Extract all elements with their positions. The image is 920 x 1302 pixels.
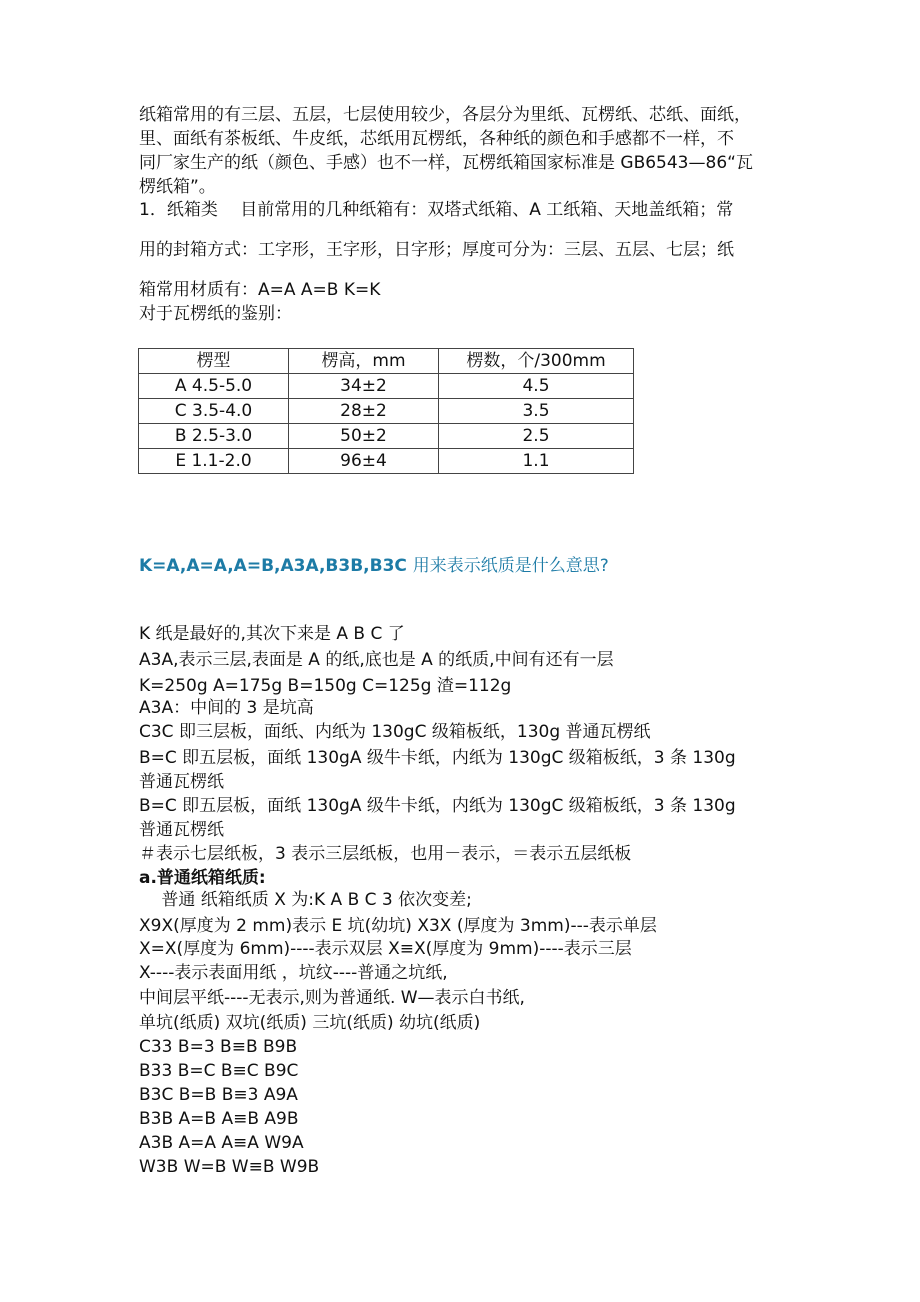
table-cell: B 2.5-3.0: [139, 424, 289, 449]
text-line: 单坑(纸质) 双坑(纸质) 三坑(纸质) 幼坑(纸质): [139, 1013, 481, 1033]
table-cell: 2.5: [439, 424, 634, 449]
heading-codes: K=A,A=A,A=B,A3A,B3B,B3C: [139, 556, 407, 576]
text-line: K=250g A=175g B=150g C=125g 渣=112g: [139, 676, 512, 696]
text-line: X9X(厚度为 2 mm)表示 E 坑(幼坑) X3X (厚度为 3mm)---表示单层: [139, 916, 657, 936]
text-line: ＃表示七层纸板，3 表示三层纸板，也用－表示，＝表示五层纸板: [139, 844, 632, 864]
table-header: 楞型: [139, 349, 289, 374]
text-line: K 纸是最好的,其次下来是 A B C 了: [139, 624, 405, 644]
text-line: 普通瓦楞纸: [139, 772, 224, 792]
flute-table: [138, 348, 634, 474]
text-line: 普通 纸箱纸质 X 为:K A B C 3 依次变差;: [139, 890, 472, 910]
table-row: [139, 424, 634, 449]
heading-question: 用来表示纸质是什么意思?: [412, 556, 609, 576]
text-line: X----表示表面用纸 ，坑纹----普通之坑纸,: [139, 963, 448, 983]
text-line: C33 B=3 B≡B B9B: [139, 1037, 298, 1057]
table-cell: 1.1: [439, 449, 634, 474]
text-line: A3B A=A A≡A W9A: [139, 1133, 304, 1153]
text-line: 用的封箱方式：工字形，王字形，日字形；厚度可分为：三层、五层、七层；纸: [139, 240, 734, 260]
table-cell: 28±2: [289, 399, 439, 424]
text-line: 楞纸箱”。: [139, 177, 216, 197]
table-row: [139, 449, 634, 474]
text-line: 箱常用材质有：A=A A=B K=K: [139, 280, 381, 300]
table-header: 楞数，个/300mm: [439, 349, 634, 374]
table-cell: A 4.5-5.0: [139, 374, 289, 399]
text-line: B33 B=C B≡C B9C: [139, 1061, 299, 1081]
table-cell: C 3.5-4.0: [139, 399, 289, 424]
table-row: [139, 374, 634, 399]
table-cell: 96±4: [289, 449, 439, 474]
table-cell: 50±2: [289, 424, 439, 449]
text-line: 1．纸箱类 目前常用的几种纸箱有：双塔式纸箱、A 工纸箱、天地盖纸箱；常: [139, 200, 734, 220]
text-line: 对于瓦楞纸的鉴别：: [139, 304, 292, 324]
text-line: C3C 即三层板，面纸、内纸为 130gC 级箱板纸，130g 普通瓦楞纸: [139, 722, 651, 742]
text-line: B3C B=B B≡3 A9A: [139, 1085, 298, 1105]
text-line: W3B W=B W≡B W9B: [139, 1157, 320, 1177]
text-line: B3B A=B A≡B A9B: [139, 1109, 299, 1129]
text-line: 纸箱常用的有三层、五层，七层使用较少，各层分为里纸、瓦楞纸、芯纸、面纸，: [139, 105, 751, 125]
section-heading: [139, 554, 609, 578]
text-line: A3A：中间的 3 是坑高: [139, 698, 314, 718]
text-line: 里、面纸有茶板纸、牛皮纸，芯纸用瓦楞纸，各种纸的颜色和手感都不一样，不: [139, 129, 734, 149]
table-cell: 4.5: [439, 374, 634, 399]
text-line: B=C 即五层板，面纸 130gA 级牛卡纸，内纸为 130gC 级箱板纸，3 条 130g: [139, 796, 736, 816]
table-cell: 3.5: [439, 399, 634, 424]
table-header: 楞高，mm: [289, 349, 439, 374]
text-line: A3A,表示三层,表面是 A 的纸,底也是 A 的纸质,中间有还有一层: [139, 650, 614, 670]
table-cell: 34±2: [289, 374, 439, 399]
text-line: 普通瓦楞纸: [139, 820, 224, 840]
text-line: X=X(厚度为 6mm)----表示双层 X≡X(厚度为 9mm)----表示三层: [139, 939, 632, 959]
table-cell: E 1.1-2.0: [139, 449, 289, 474]
text-line: 同厂家生产的纸（颜色、手感）也不一样，瓦楞纸箱国家标准是 GB6543—86“瓦: [139, 153, 753, 173]
subheading: a.普通纸箱纸质:: [139, 868, 266, 888]
table-row: [139, 399, 634, 424]
table-header-row: [139, 349, 634, 374]
text-line: 中间层平纸----无表示,则为普通纸. W—表示白书纸,: [139, 988, 525, 1008]
text-line: B=C 即五层板，面纸 130gA 级牛卡纸，内纸为 130gC 级箱板纸，3 条 130g: [139, 748, 736, 768]
